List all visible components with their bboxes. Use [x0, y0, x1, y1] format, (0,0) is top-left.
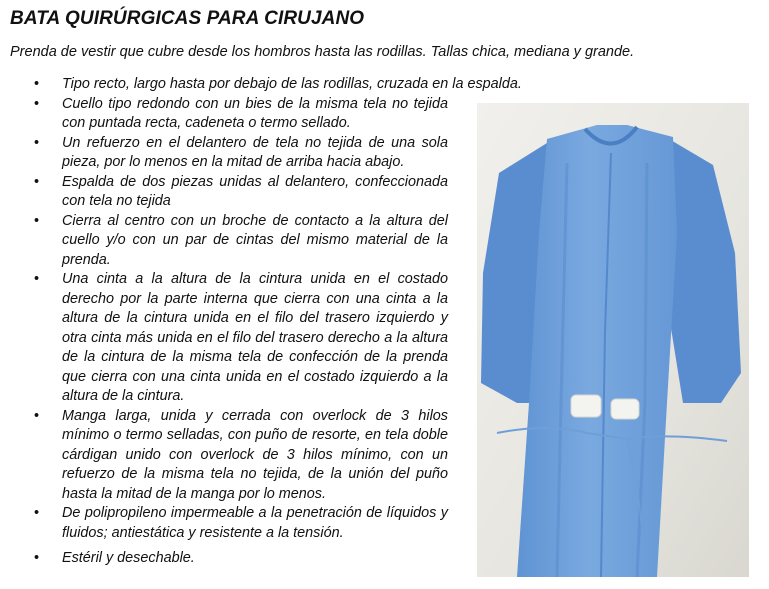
page-title: BATA QUIRÚRGICAS PARA CIRUJANO [10, 8, 365, 29]
spec-item: • Cierra al centro con un broche de contacto a la altura del cuello y/o con un par de cintas del mismo material de la prenda. [0, 212, 448, 271]
spec-item: • Espalda de dos piezas unidas al delantero, confeccionada con tela no tejida [0, 173, 448, 212]
page-subtitle: Prenda de vestir que cubre desde los hombros hasta las rodillas. Tallas chica, mediana y grande. [10, 44, 635, 60]
spec-item: • Estéril y desechable. [0, 549, 448, 569]
right-cuff [611, 399, 639, 419]
left-cuff [571, 395, 601, 417]
spec-item: • Manga larga, unida y cerrada con overlock de 3 hilos mínimo o termo selladas, con puño de resorte, en tela doble cárdigan unido con overlock de 3 hilos mínimo, con un refuerzo de la misma tela no tejida, de la unión del puño hasta la mitad de la manga por lo menos. [0, 407, 448, 505]
spec-item: • Tipo recto, largo hasta por debajo de las rodillas, cruzada en la espalda. [0, 75, 602, 95]
spec-item: • Un refuerzo en el delantero de tela no tejida de una sola pieza, por lo menos en la mitad de arriba hacia abajo. [0, 134, 448, 173]
spec-item: • De polipropileno impermeable a la penetración de líquidos y fluidos; antiestática y resistente a la tensión. [0, 504, 448, 543]
spec-item: • Cuello tipo redondo con un bies de la misma tela no tejida con puntada recta, cadeneta o termo sellado. [0, 95, 448, 134]
surgical-gown-photo [477, 103, 749, 577]
spec-item: • Una cinta a la altura de la cintura unida en el costado derecho por la parte interna que cierra con una cinta a la altura de la cintura unida en el filo del trasero izquierdo y otra cinta más unida en el filo del trasero derecho a la altura de la cintura de la misma tela de confección de la prenda que cierra con una cinta unida en el costado izquierdo a la altura de la cintura. [0, 270, 448, 407]
spec-list [0, 75, 522, 569]
